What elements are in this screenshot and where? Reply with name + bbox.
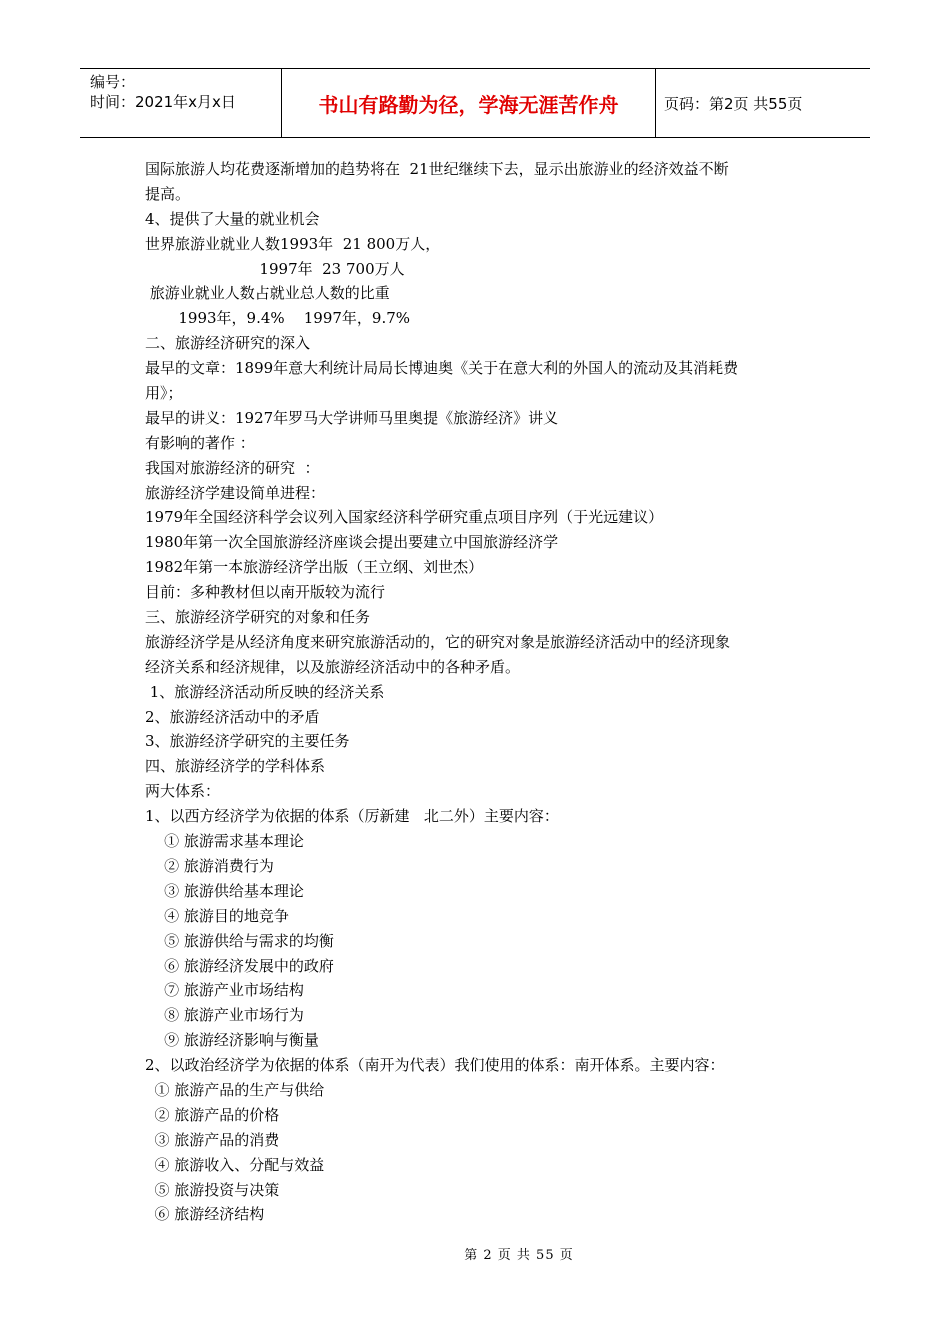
text-line: 最早的讲义：1927年罗马大学讲师马里奥提《旅游经济》讲义 — [145, 408, 559, 427]
text-line: ⑧ 旅游产业市场行为 — [145, 1006, 304, 1025]
text-line: 旅游经济学建设简单进程： — [145, 483, 326, 502]
text-line: ② 旅游消费行为 — [145, 856, 274, 875]
text-line: 2、以政治经济学为依据的体系（南开为代表）我们使用的体系：南开体系。主要内容： — [145, 1056, 725, 1075]
text-line: ⑥ 旅游经济结构 — [145, 1205, 265, 1224]
text-line: 1979年全国经济科学会议列入国家经济科学研究重点项目序列（于光远建议） — [145, 508, 664, 527]
text-line: 用》； — [145, 384, 183, 403]
text-line: ⑨ 旅游经济影响与衡量 — [145, 1031, 319, 1050]
text-line: 两大体系： — [145, 782, 221, 801]
text-line: 最早的文章：1899年意大利统计局局长博迪奥《关于在意大利的外国人的流动及其消耗费 — [145, 359, 739, 378]
serial-label: 编号： — [90, 73, 136, 91]
text-line: 4、提供了大量的就业机会 — [145, 209, 320, 228]
text-line: 有影响的著作 ： — [145, 433, 255, 452]
header-meta — [80, 69, 282, 137]
header-page-info: 页码：第2页 共55页 — [664, 94, 803, 113]
text-line: 世界旅游业就业人数1993年 21 800万人， — [145, 234, 441, 253]
text-line: ① 旅游需求基本理论 — [145, 832, 304, 851]
text-line: 1、以西方经济学为依据的体系（厉新建 北二外）主要内容： — [145, 807, 559, 826]
text-line: 目前：多种教材但以南开版较为流行 — [145, 583, 386, 602]
text-line: ⑤ 旅游投资与决策 — [145, 1180, 280, 1199]
text-line: 旅游业就业人数占就业总人数的比重 — [145, 284, 390, 303]
text-line: ② 旅游产品的价格 — [145, 1105, 280, 1124]
text-line: ④ 旅游目的地竞争 — [145, 906, 289, 925]
text-line: ③ 旅游产品的消费 — [145, 1130, 280, 1149]
page-header — [80, 68, 870, 138]
text-line: 提高。 — [145, 184, 191, 203]
text-line: ⑥ 旅游经济发展中的政府 — [145, 956, 334, 975]
text-line: 三、旅游经济学研究的对象和任务 — [145, 608, 371, 627]
text-line: ⑤ 旅游供给与需求的均衡 — [145, 931, 334, 950]
text-line: 1997年 23 700万人 — [145, 259, 405, 278]
text-line: ① 旅游产品的生产与供给 — [145, 1080, 325, 1099]
date-label: 时间：2021年x月x日 — [90, 93, 236, 111]
page-footer: 第 2 页 共 55 页 — [464, 1248, 574, 1263]
text-line: 1982年第一本旅游经济学出版（王立纲、刘世杰） — [145, 558, 484, 577]
text-line: 1、旅游经济活动所反映的经济关系 — [145, 682, 385, 701]
document-body — [145, 157, 815, 1227]
text-line: 旅游经济学是从经济角度来研究旅游活动的，它的研究对象是旅游经济活动中的经济现象 — [145, 632, 731, 651]
header-motto: 书山有路勤为径，学海无涯苦作舟 — [282, 69, 656, 137]
text-line: 经济关系和经济规律，以及旅游经济活动中的各种矛盾。 — [145, 657, 521, 676]
text-line: 国际旅游人均花费逐渐增加的趋势将在 21世纪继续下去，显示出旅游业的经济效益不断 — [145, 160, 729, 178]
text-line: 1993年，9.4% 1997年，9.7% — [145, 309, 411, 328]
text-line: 二、旅游经济研究的深入 — [145, 334, 311, 353]
text-line: ⑦ 旅游产业市场结构 — [145, 981, 304, 1000]
text-line: ④ 旅游收入、分配与效益 — [145, 1155, 325, 1174]
text-line: 2、旅游经济活动中的矛盾 — [145, 707, 320, 726]
text-line: 我国对旅游经济的研究 ： — [145, 458, 320, 477]
text-line: 1980年第一次全国旅游经济座谈会提出要建立中国旅游经济学 — [145, 533, 559, 552]
text-line: 3、旅游经济学研究的主要任务 — [145, 732, 350, 751]
text-line: ③ 旅游供给基本理论 — [145, 881, 304, 900]
text-line: 四、旅游经济学的学科体系 — [145, 757, 326, 776]
